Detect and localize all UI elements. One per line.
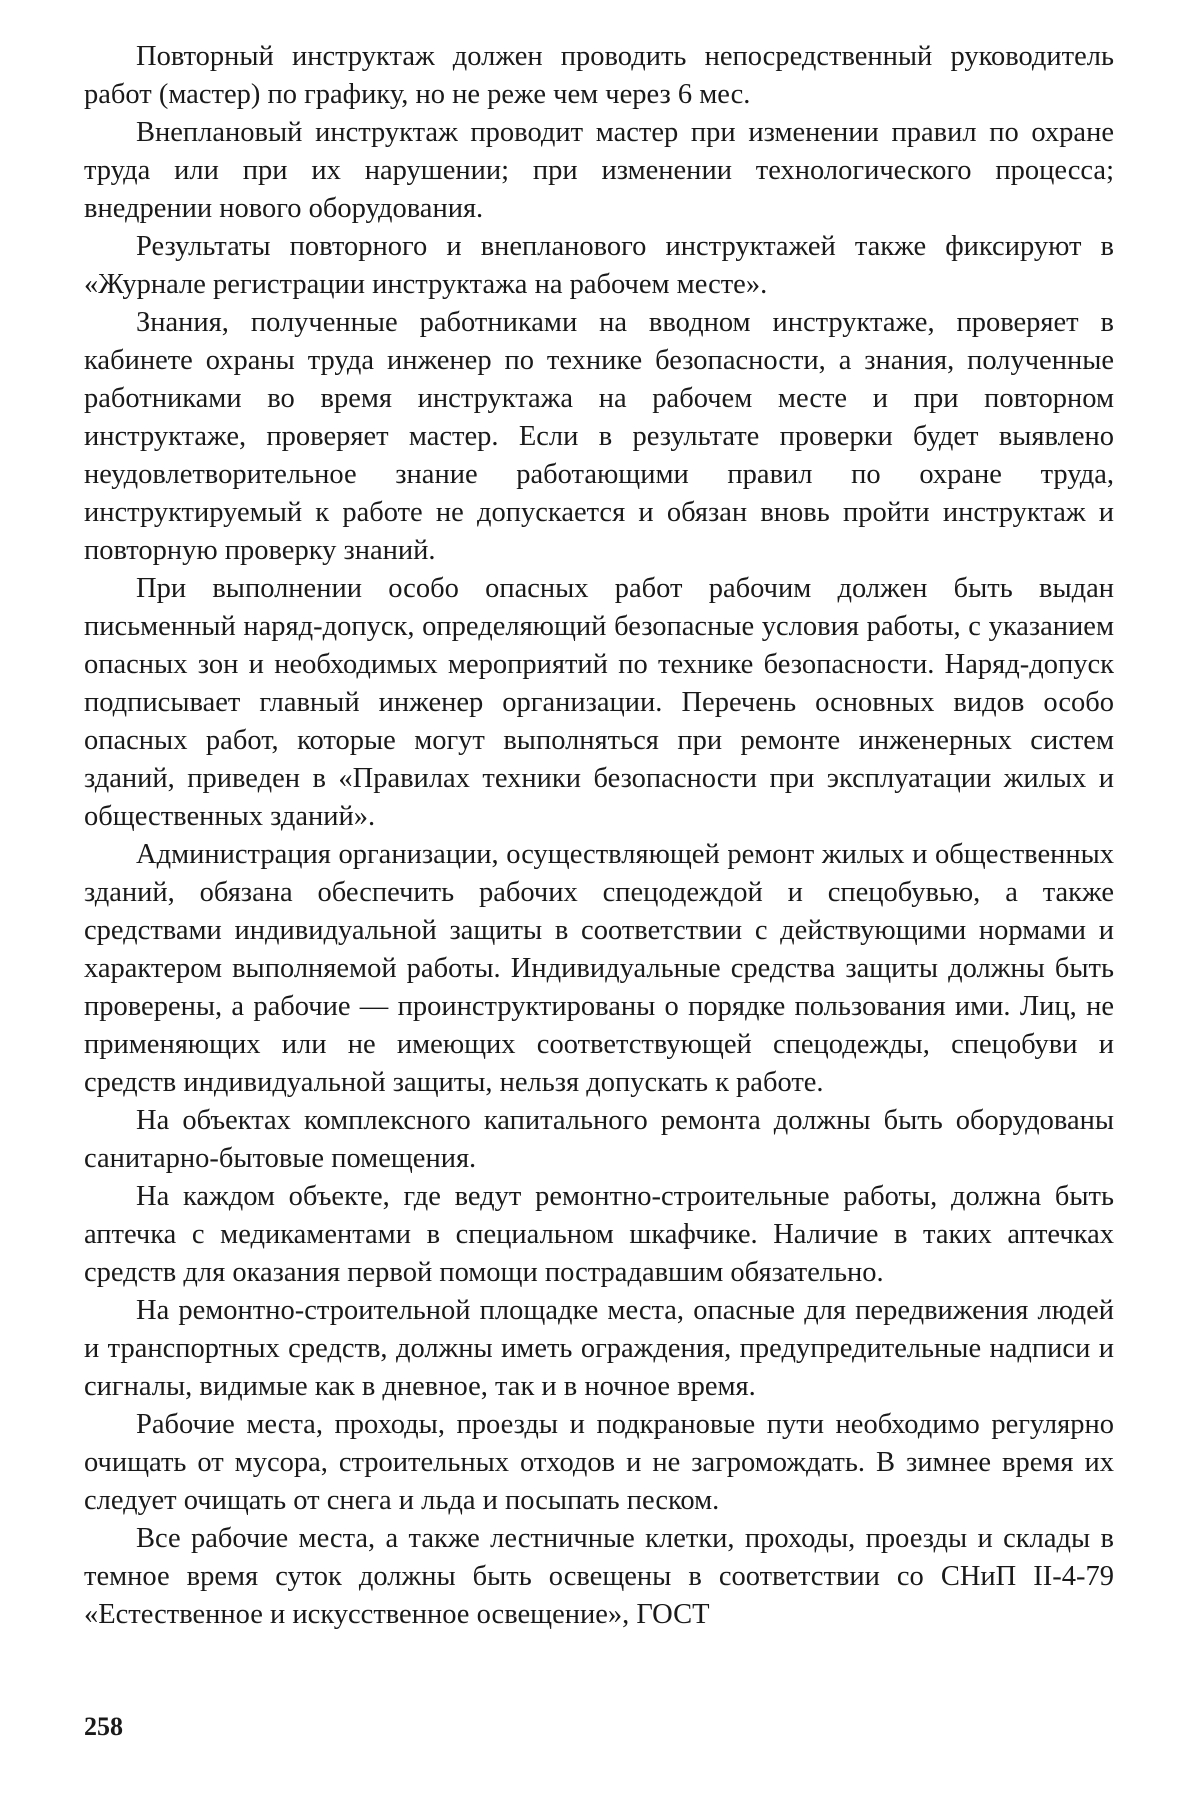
page-number: 258 bbox=[84, 1712, 123, 1741]
paragraph-6: Администрация организации, осуществляющей ремонт жилых и общественных зданий, обязана обеспечить рабочих спецодеждой и спецобувью, а также средствами индивидуальной защиты в соответствии с действующими нормами и характером выполняемой работы. Индивидуальные средства защиты должны быть проверены, а рабочие — проинструктированы о порядке пользования ими. Лиц, не применяющих или не имеющих соответствующей спецодежды, спецобуви и средств индивидуальной защиты, нельзя допускать к работе. bbox=[84, 839, 1114, 1098]
paragraph-9: На ремонтно-строительной площадке места, опасные для передвижения людей и транспортных средств, должны иметь ограждения, предупредительные надписи и сигналы, видимые как в дневное, так и в ночное время. bbox=[84, 1295, 1114, 1402]
paragraph-8: На каждом объекте, где ведут ремонтно-строительные работы, должна быть аптечка с медикаментами в специальном шкафчике. Наличие в таких аптечках средств для оказания первой помощи пострадавшим обязательно. bbox=[84, 1181, 1114, 1288]
paragraph-11: Все рабочие места, а также лестничные клетки, проходы, проезды и склады в темное время суток должны быть освещены в соответствии со СНиП II-4-79 «Естественное и искусственное освещение», ГОСТ bbox=[84, 1523, 1114, 1630]
paragraph-1: Повторный инструктаж должен проводить непосредственный руководитель работ (мастер) по графику, но не реже чем через 6 мес. bbox=[84, 41, 1114, 110]
paragraph-5: При выполнении особо опасных работ рабочим должен быть выдан письменный наряд-допуск, определяющий безопасные условия работы, с указанием опасных зон и необходимых мероприятий по технике безопасности. Наряд-допуск подписывает главный инженер организации. Перечень основных видов особо опасных работ, которые могут выполняться при ремонте инженерных систем зданий, приведен в «Правилах техники безопасности при эксплуатации жилых и общественных зданий». bbox=[84, 573, 1114, 832]
paragraph-3: Результаты повторного и внепланового инструктажей также фиксируют в «Журнале регистрации инструктажа на рабочем месте». bbox=[84, 231, 1114, 300]
paragraph-4: Знания, полученные работниками на вводном инструктаже, проверяет в кабинете охраны труда инженер по технике безопасности, а знания, полученные работниками во время инструктажа на рабочем месте и при повторном инструктаже, проверяет мастер. Если в результате проверки будет выявлено неудовлетворительное знание работающими правил по охране труда, инструктируемый к работе не допускается и обязан вновь пройти инструктаж и повторную проверку знаний. bbox=[84, 307, 1114, 566]
body-text bbox=[84, 38, 1114, 1634]
paragraph-10: Рабочие места, проходы, проезды и подкрановые пути необходимо регулярно очищать от мусора, строительных отходов и не загромождать. В зимнее время их следует очищать от снега и льда и посыпать песком. bbox=[84, 1409, 1114, 1516]
paragraph-2: Внеплановый инструктаж проводит мастер при изменении правил по охране труда или при их нарушении; при изменении технологического процесса; внедрении нового оборудования. bbox=[84, 117, 1114, 224]
paragraph-7: На объектах комплексного капитального ремонта должны быть оборудованы санитарно-бытовые помещения. bbox=[84, 1105, 1114, 1174]
